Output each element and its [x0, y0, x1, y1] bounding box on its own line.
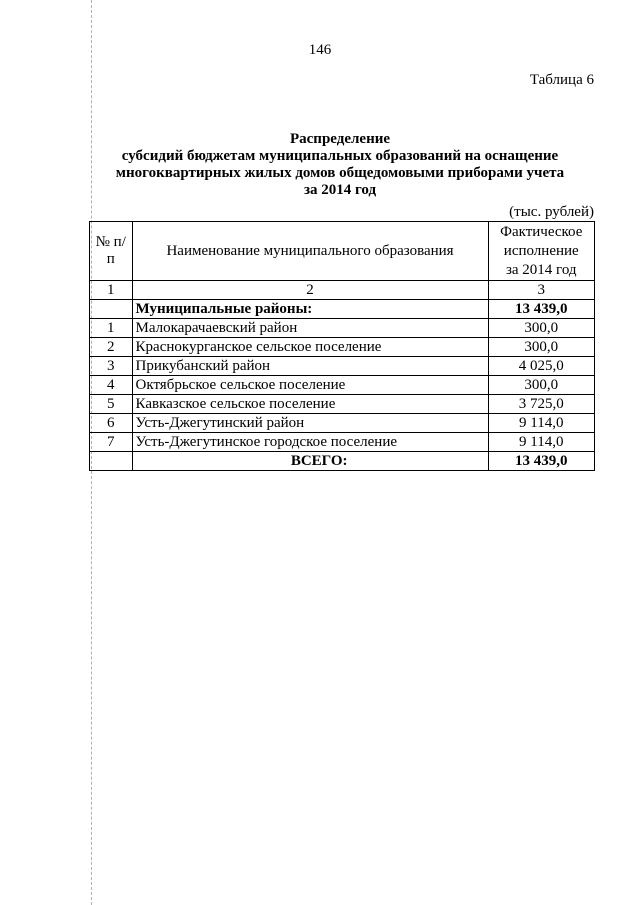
- document-title: [60, 131, 620, 199]
- table-row: [90, 414, 595, 433]
- row-number: 1: [90, 319, 133, 338]
- table-row: [90, 319, 595, 338]
- row-number: 2: [90, 338, 133, 357]
- section-value: 13 439,0: [488, 300, 595, 319]
- table-row: [90, 338, 595, 357]
- header-name: Наименование муниципального образования: [132, 222, 488, 281]
- table-row: [90, 357, 595, 376]
- header-number: № п/п: [90, 222, 133, 281]
- table-header-row: [90, 222, 595, 281]
- total-row: [90, 452, 595, 471]
- header-value-line: исполнение: [503, 242, 579, 259]
- column-number: 1: [90, 281, 133, 300]
- title-line: многоквартирных жилых домов общедомовыми приборами учета: [115, 165, 565, 181]
- unit-note: (тыс. рублей): [509, 204, 594, 220]
- table-row: [90, 395, 595, 414]
- row-name: Октябрьское сельское поселение: [132, 376, 488, 395]
- column-number-row: [90, 281, 595, 300]
- row-value: 4 025,0: [488, 357, 595, 376]
- title-line: за 2014 год: [303, 182, 377, 198]
- row-number: 3: [90, 357, 133, 376]
- header-value: [488, 222, 595, 281]
- row-name: Усть-Джегутинский район: [132, 414, 488, 433]
- row-value: 300,0: [488, 376, 595, 395]
- table-row: [90, 433, 595, 452]
- total-number-cell: [90, 452, 133, 471]
- title-line: Распределение: [289, 131, 391, 147]
- subsidy-table: [89, 221, 595, 471]
- row-number: 4: [90, 376, 133, 395]
- table-row: [90, 376, 595, 395]
- row-value: 300,0: [488, 319, 595, 338]
- table-label: Таблица 6: [529, 72, 594, 88]
- row-value: 9 114,0: [488, 433, 595, 452]
- title-line: субсидий бюджетам муниципальных образований на оснащение: [121, 148, 559, 164]
- row-name: Кавказское сельское поселение: [132, 395, 488, 414]
- row-number: 5: [90, 395, 133, 414]
- page-number: 146: [308, 42, 332, 58]
- total-value: 13 439,0: [488, 452, 595, 471]
- column-number: 2: [132, 281, 488, 300]
- row-number: 6: [90, 414, 133, 433]
- total-label: ВСЕГО:: [132, 452, 488, 471]
- row-name: Усть-Джегутинское городское поселение: [132, 433, 488, 452]
- row-value: 300,0: [488, 338, 595, 357]
- header-value-line: Фактическое: [500, 223, 583, 240]
- section-row: [90, 300, 595, 319]
- row-value: 9 114,0: [488, 414, 595, 433]
- row-number: 7: [90, 433, 133, 452]
- header-value-line: за 2014 год: [505, 261, 577, 278]
- column-number: 3: [488, 281, 595, 300]
- row-value: 3 725,0: [488, 395, 595, 414]
- section-number-cell: [90, 300, 133, 319]
- row-name: Прикубанский район: [132, 357, 488, 376]
- row-name: Краснокурганское сельское поселение: [132, 338, 488, 357]
- section-label: Муниципальные районы:: [132, 300, 488, 319]
- row-name: Малокарачаевский район: [132, 319, 488, 338]
